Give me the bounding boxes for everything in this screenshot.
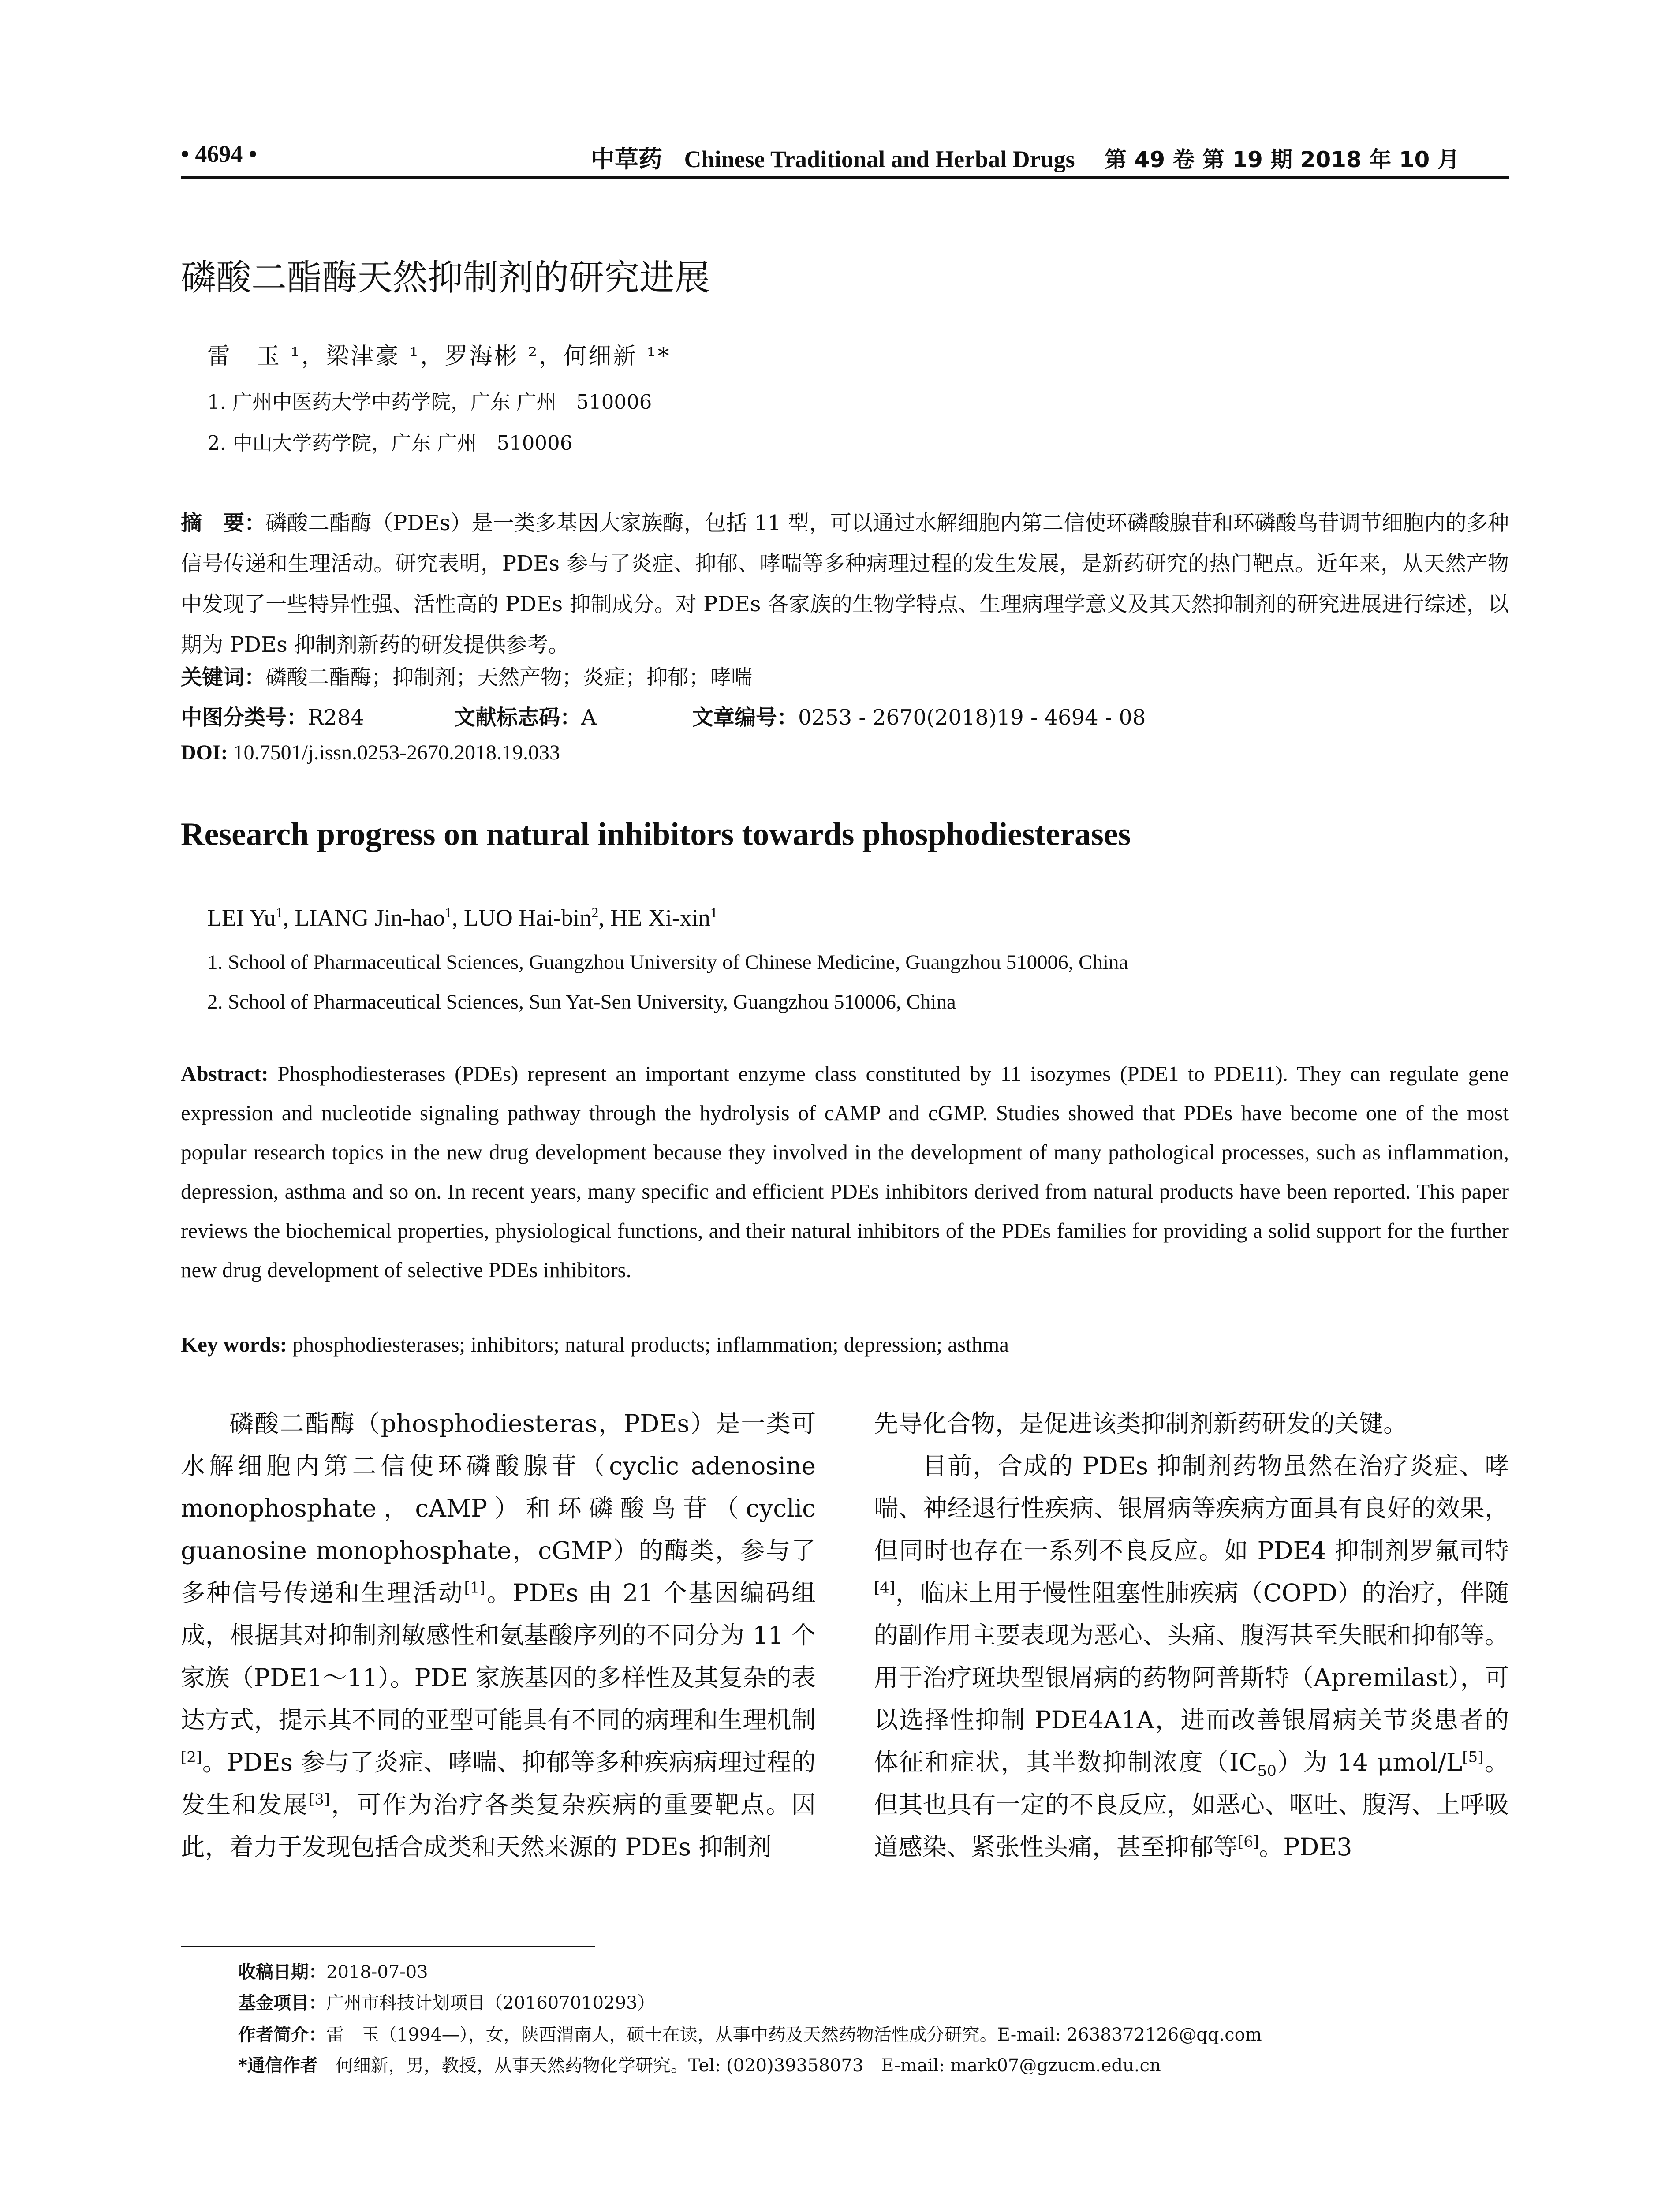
en-authors: LEI Yu$^1$, LIANG Jin-hao$^1$, LUO Hai-bin$^2$, HE Xi-xin$^1$ <box>207 904 717 931</box>
footnote-fund <box>238 1989 655 2014</box>
footnote-label: 作者简介： <box>238 2025 326 2045</box>
en-author-3-sup: 2 <box>591 904 599 920</box>
footnote-text: 广州市科技计划项目（201607010293） <box>326 1993 655 2013</box>
cn-keywords-label: 关键词： <box>181 665 266 690</box>
body-text: 。PDEs 参与了炎症、哮喘、抑郁等多种疾病病理过程的发生和发展 <box>181 1748 816 1819</box>
en-author-2: LIANG Jin-hao <box>295 904 445 931</box>
en-author-4-sup: 1 <box>710 904 717 920</box>
cn-abstract-text: 磷酸二酯酶（PDEs）是一类多基因大家族酶，包括 11 型，可以通过水解细胞内第二信使环磷酸腺苷和环磷酸鸟苷调节细胞内的多种信号传递和生理活动。研究表明，PDEs 参与了炎症、抑郁、哮喘等多种病理过程的发生发展，是新药研究的热门靶点。近年来，从天然产物中发现了一些特异性强、活性高的 PDEs 抑制成分。对 PDEs 各家族的生物学特点、生理病理学意义及其天然抑制剂的研究进展进行综述，以期为 PDEs 抑制剂新药的研发提供参考。 <box>181 511 1509 657</box>
body-paragraph: 先导化合物，是促进该类抑制剂新药研发的关键。 <box>874 1409 1408 1438</box>
body-text: 。PDEs 由 21 个基因编码组成，根据其对抑制剂敏感性和氨基酸序列的不同分为 11 个家族（PDE1～11）。PDE 家族基因的多样性及其复杂的表达方式，提示其不同的亚型可能具有不同的病理和生理机制 <box>181 1579 816 1734</box>
en-keywords <box>181 1332 1009 1357</box>
clc-value: R284 <box>308 705 364 730</box>
footnote-text: 雷 玉（1994—），女，陕西渭南人，硕士在读，从事中药及天然药物活性成分研究。E-mail: 2638372126@qq.com <box>326 2025 1262 2045</box>
cn-affiliation-1: 1. 广州中医药大学中药学院，广东 广州 510006 <box>207 390 652 414</box>
body-text: 。但其也具有一定的不良反应，如恶心、呕吐、腹泻、上呼吸道感染、紧张性头痛，甚至抑郁等 <box>874 1748 1509 1861</box>
cn-keywords <box>181 660 752 691</box>
citation-ref[interactable]: [3] <box>308 1790 330 1809</box>
journal-name-cn: 中草药 <box>591 145 662 173</box>
footnote-rule <box>181 1946 595 1947</box>
en-affiliation-2: 2. School of Pharmaceutical Sciences, Sun Yat-Sen University, Guangzhou 510006, China <box>207 990 956 1013</box>
doi-value[interactable]: 10.7501/j.issn.0253-2670.2018.19.033 <box>228 741 560 764</box>
citation-ref[interactable]: [6] <box>1238 1833 1259 1851</box>
citation-ref[interactable]: [1] <box>464 1579 485 1597</box>
citation-ref[interactable]: [4] <box>874 1579 896 1597</box>
doi-line <box>181 740 560 765</box>
body-column-right <box>874 1402 1509 1868</box>
en-author-3: LUO Hai-bin <box>463 904 592 931</box>
body-paragraph <box>874 1445 1509 1868</box>
doi-label: DOI: <box>181 741 228 764</box>
issue-info: 第 49 卷 第 19 期 2018 年 10 月 <box>1105 147 1460 172</box>
en-author-1: LEI Yu <box>207 904 276 931</box>
body-text: ，临床上用于慢性阻塞性肺疾病（COPD）的治疗，伴随的副作用主要表现为恶心、头痛、腹泻甚至失眠和抑郁等。用于治疗斑块型银屑病的药物阿普斯特（Apremilast），可以选择性抑制 PDE4A1A，进而改善银屑病关节炎患者的体征和症状，其半数抑制浓度（IC <box>874 1579 1509 1776</box>
en-keywords-label: Key words: <box>181 1332 287 1357</box>
body-paragraph <box>181 1402 816 1868</box>
footnote-author <box>238 2021 1262 2046</box>
en-keywords-text: phosphodiesterases; inhibitors; natural products; inflammation; depression; asthma <box>287 1332 1009 1357</box>
body-column-left <box>181 1402 816 1868</box>
cn-title: 磷酸二酯酶天然抑制剂的研究进展 <box>181 257 710 298</box>
body-text: 磷酸二酯酶（phosphodiesteras，PDEs）是一类可水解细胞内第二信使环磷酸腺苷（cyclic adenosine monophosphate，cAMP）和环磷酸鸟苷（cyclic guanosine monophosphate，cGMP）的酶类，参与了多种信号传递和生理活动 <box>181 1409 816 1607</box>
body-text: ）为 14 μmol/L <box>1276 1748 1463 1776</box>
article-no-label: 文章编号： <box>692 705 799 730</box>
header-rule <box>181 176 1509 179</box>
footnote-label: 基金项目： <box>238 1993 326 2013</box>
en-affiliation-1: 1. School of Pharmaceutical Sciences, Guangzhou University of Chinese Medicine, Guangzhou 510006, China <box>207 951 1128 974</box>
footnote-text: 何细新，男，教授，从事天然药物化学研究。Tel: (020)39358073 E-mail: mark07@gzucm.edu.cn <box>317 2056 1161 2076</box>
cn-classification <box>181 700 1146 731</box>
citation-ref[interactable]: [2] <box>181 1748 202 1766</box>
cn-abstract-label: 摘 要： <box>181 511 266 535</box>
running-header <box>181 140 1509 176</box>
clc-label: 中图分类号： <box>181 705 308 730</box>
footnote-label: *通信作者 <box>238 2056 318 2076</box>
footnote-corresponding <box>238 2052 1161 2077</box>
cn-affiliation-2: 2. 中山大学药学院，广东 广州 510006 <box>207 431 573 455</box>
footnote-label: 收稿日期： <box>238 1962 326 1982</box>
footnote-received <box>238 1958 428 1983</box>
cn-authors: 雷 玉 ¹，梁津豪 ¹，罗海彬 ²，何细新 ¹* <box>207 343 671 370</box>
en-author-2-sup: 1 <box>444 904 452 920</box>
doc-code-value: A <box>581 705 597 730</box>
article-no-value: 0253 - 2670(2018)19 - 4694 - 08 <box>798 705 1146 730</box>
citation-ref[interactable]: [5] <box>1462 1748 1484 1766</box>
footnote-text: 2018-07-03 <box>326 1962 428 1982</box>
journal-info <box>591 140 1460 174</box>
cn-keywords-text: 磷酸二酯酶；抑制剂；天然产物；炎症；抑郁；哮喘 <box>265 665 753 690</box>
en-title: Research progress on natural inhibitors towards phosphodiesterases <box>181 816 1131 852</box>
journal-name-en: Chinese Traditional and Herbal Drugs <box>684 146 1075 172</box>
en-author-1-sup: 1 <box>276 904 283 920</box>
en-author-4: HE Xi-xin <box>610 904 710 931</box>
en-abstract-text: Phosphodiesterases (PDEs) represent an important enzyme class constituted by 11 isozymes (PDE1 to PDE11). They can regulate gene expression and nucleotide signaling pathway through the hydrolysis of cAMP and cGMP. Studies showed that PDEs have become one of the most popular research topics in the new drug development because they involved in the development of many pathological processes, such as inflammation, depression, asthma and so on. In recent years, many specific and efficient PDEs inhibitors derived from natural products have been reported. This paper reviews the biochemical properties, physiological functions, and their natural inhibitors of the PDEs families for providing a solid support for the further new drug development of selective PDEs inhibitors. <box>181 1061 1509 1282</box>
cn-abstract <box>181 503 1509 665</box>
body-text: 目前，合成的 PDEs 抑制剂药物虽然在治疗炎症、哮喘、神经退行性疾病、银屑病等疾病方面具有良好的效果，但同时也存在一系列不良反应。如 PDE4 抑制剂罗氟司特 <box>874 1452 1509 1565</box>
page-number: • 4694 • <box>181 141 257 167</box>
subscript: 50 <box>1257 1762 1277 1780</box>
en-abstract-label: Abstract: <box>181 1061 269 1086</box>
doc-code-label: 文献标志码： <box>454 705 582 730</box>
body-text: 。PDE3 <box>1259 1833 1352 1861</box>
en-abstract <box>181 1054 1509 1289</box>
body-text: ，可作为治疗各类复杂疾病的重要靶点。因此，着力于发现包括合成类和天然来源的 PDEs 抑制剂 <box>181 1790 816 1861</box>
